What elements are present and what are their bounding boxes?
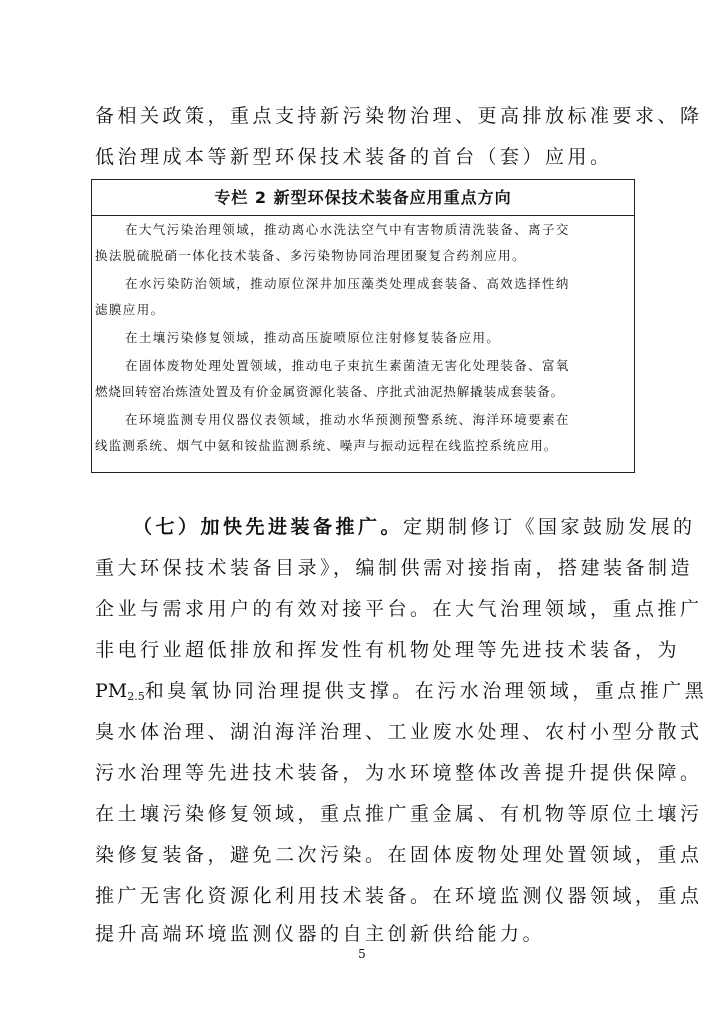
box-line: 在土壤污染修复领域，推动高压旋喷原位注射修复装备应用。 <box>125 330 501 345</box>
section-line: 在土壤污染修复领域，重点推广重金属、有机物等原位土壤污 <box>95 803 703 825</box>
box-line: 在大气污染治理领域，推动离心水洗法空气中有害物质清洗装备、离子交 <box>125 222 570 237</box>
box-line: 换法脱硫脱硝一体化技术装备、多污染物协同治理团聚复合药剂应用。 <box>95 248 526 263</box>
section-line: 污水治理等先进技术装备，为水环境整体改善提升提供保障。 <box>95 762 703 784</box>
section-line: 提升高端环境监测仪器的自主创新供给能力。 <box>95 923 546 945</box>
box-line: 在环境监测专用仪器仪表领域，推动水华预测预警系统、海洋环境要素在 <box>125 412 570 427</box>
pm-line-text: 和臭氧协同治理提供支撑。在污水治理领域，重点推广黑 <box>144 680 708 702</box>
section-line: 企业与需求用户的有效对接平台。在大气治理领域，重点推广 <box>95 598 703 620</box>
section-line: 重大环保技术装备目录》，编制供需对接指南，搭建装备制造 <box>95 557 694 579</box>
page-number: 5 <box>358 947 366 961</box>
feature-box <box>91 179 635 473</box>
section-line-pm <box>95 677 708 707</box>
section-line: 染修复装备，避免二次污染。在固体废物处理处置领域，重点 <box>95 844 703 866</box>
intro-line-2: 低治理成本等新型环保技术装备的首台（套）应用。 <box>95 146 613 168</box>
section-line: 非电行业超低排放和挥发性有机物处理等先进技术装备，为 <box>95 639 681 661</box>
section-line-1 <box>95 513 696 543</box>
section-line: 推广无害化资源化利用技术装备。在环境监测仪器领域，重点 <box>95 885 703 907</box>
section-line: 臭水体治理、湖泊海洋治理、工业废水处理、农村小型分散式 <box>95 721 703 743</box>
pm-prefix: PM <box>95 680 128 702</box>
intro-line-1: 备相关政策，重点支持新污染物治理、更高排放标准要求、降 <box>95 105 703 127</box>
box-line: 燃烧回转窑冶炼渣处置及有价金属资源化装备、序批式油泥热解撬装成套装备。 <box>95 384 565 399</box>
pm-subscript: 2.5 <box>127 690 145 703</box>
section-line-1-text: 定期制修订《国家鼓励发展的 <box>403 516 696 538</box>
section-heading: （七）加快先进装备推广。 <box>133 516 404 538</box>
box-line: 在固体废物处理处置领域，推动电子束抗生素菌渣无害化处理装备、富氧 <box>125 358 570 373</box>
box-line: 线监测系统、烟气中氨和铵盐监测系统、噪声与振动远程在线监控系统应用。 <box>95 438 558 453</box>
box-line: 滤膜应用。 <box>95 302 165 317</box>
feature-box-title: 专栏 2 新型环保技术装备应用重点方向 <box>92 180 634 216</box>
box-line: 在水污染防治领域，推动原位深井加压藻类处理成套装备、高效选择性纳 <box>125 276 570 291</box>
